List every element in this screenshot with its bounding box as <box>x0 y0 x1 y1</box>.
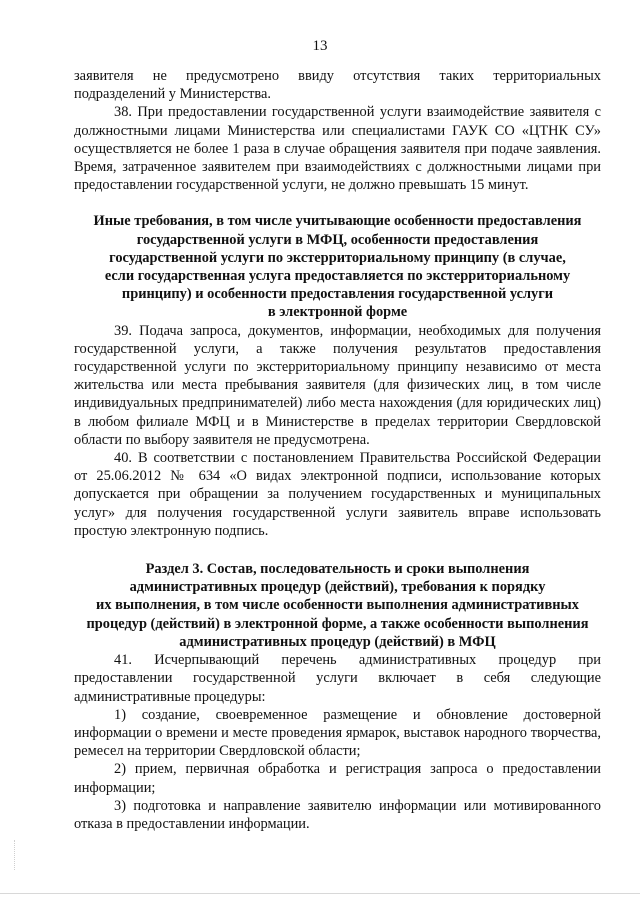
paragraph-38: 38. При предоставлении государственной услуги взаимодействие заявителя с должностными лицами Министерства или специалистами ГАУК СО «ЦТНК СУ» осуществляется не более 1 раза в случае обращения заявителя при подаче заявления. Время, затраченное заявителем при взаимодействиях с должностными лицами при предоставлении государственной услуги, не должно превышать 15 минут. <box>74 104 601 194</box>
section-heading-other-requirements: Иные требования, в том числе учитывающие особенности предоставления государственной услуги в МФЦ, особенности предоставления государственной услуги по экстерриториальному принципу (в случае, если государственная услуга предоставляется по экстерриториальному принципу) и особенности предоставления государственной услуги в электронной форме <box>93 213 582 321</box>
page-number: 13 <box>312 38 328 54</box>
document-body <box>74 67 601 833</box>
spacer <box>74 540 601 560</box>
paragraph-40: 40. В соответствии с постановлением Правительства Российской Федерации от 25.06.2012 № 634 «О видах электронной подписи, использование которых допускается при обращении за получением государственных и муниципальных услуг» для получения государственной услуги заявитель вправе использовать простую электронную подпись. <box>74 450 601 539</box>
scan-margin-mark <box>14 840 16 870</box>
paragraph-41: 41. Исчерпывающий перечень административных процедур при предоставлении государственной услуги включает в себя следующие административные процедуры: <box>74 652 601 705</box>
section-heading-part-3: Раздел 3. Состав, последовательность и сроки выполнения административных процедур (действий), требования к порядку их выполнения, в том числе особенности выполнения административных процедур (действий) в электронной форме, а также особенности выполнения административных процедур (действий) в МФЦ <box>86 561 589 650</box>
paragraph-39: 39. Подача запроса, документов, информации, необходимых для получения государственной услуги, а также получения результатов предоставления государственной услуги по экстерриториальному принципу независимо от места жительства или места пребывания заявителя (для физических лиц, в том числе индивидуальных предпринимателей) либо места нахождения (для юридических лиц) в любом филиале МФЦ и в Министерстве в пределах территории Свердловской области по выбору заявителя не предусмотрена. <box>74 322 601 448</box>
list-item-3: 3) подготовка и направление заявителю информации или мотивированного отказа в предоставлении информации. <box>74 797 601 832</box>
scan-bottom-edge <box>0 893 640 894</box>
list-item-2: 2) прием, первичная обработка и регистрация запроса о предоставлении информации; <box>74 761 601 796</box>
spacer <box>74 194 601 212</box>
paragraph-continuation: заявителя не предусмотрено ввиду отсутствия таких территориальных подразделений у Министерства. <box>74 68 601 103</box>
list-item-1: 1) создание, своевременное размещение и обновление достоверной информации о времени и месте проведения ярмарок, выставок народного творчества, ремесел на территории Свердловской области; <box>74 706 601 760</box>
